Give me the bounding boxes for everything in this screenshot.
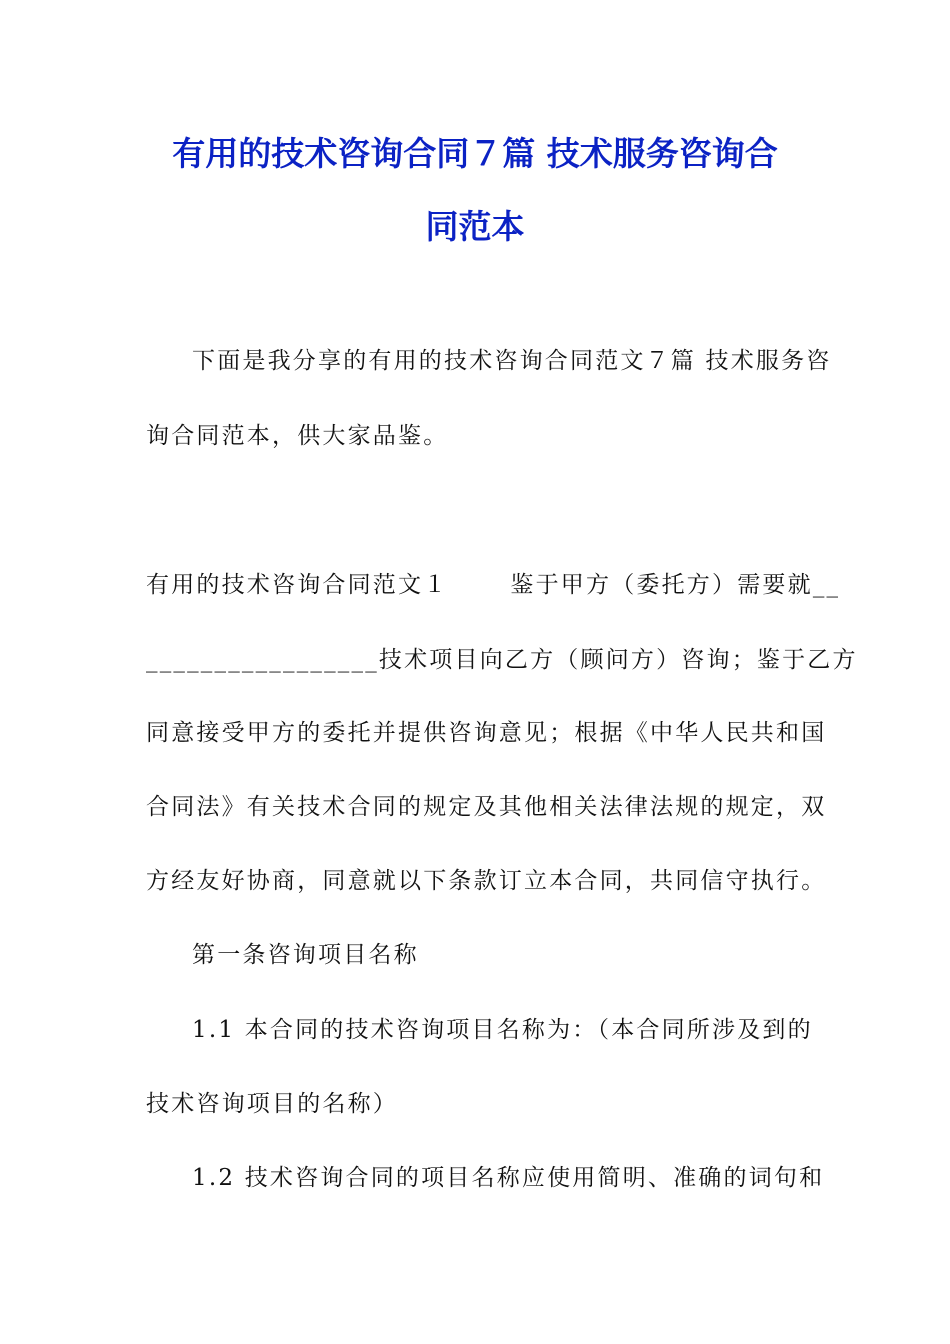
document-title-line-2: 同范本 [425, 207, 525, 246]
fill-blank-1: __ [812, 572, 841, 598]
paragraph-1-text: 技术项目向乙方（顾问方）咨询；鉴于乙方 [378, 647, 858, 673]
paragraph-1-line-3: 同意接受甲方的委托并提供咨询意见；根据《中华人民共和国 [146, 720, 827, 746]
section-heading: 有用的技术咨询合同范文１ [146, 572, 449, 598]
clause-1-1-line-2: 技术咨询项目的名称） [146, 1091, 398, 1117]
intro-line-1: 下面是我分享的有用的技术咨询合同范文７篇 技术服务咨 [192, 348, 832, 374]
intro-line-2: 询合同范本，供大家品鉴。 [146, 423, 449, 449]
paragraph-1-line-2 [146, 645, 858, 675]
article-1-heading: 第一条咨询项目名称 [192, 942, 419, 968]
paragraph-1-line-5: 方经友好协商，同意就以下条款订立本合同，共同信守执行。 [146, 868, 827, 894]
paragraph-1-line-1 [146, 570, 840, 600]
clause-1-2-line-1: 1.2 技术咨询合同的项目名称应使用简明、准确的词句和 [192, 1165, 825, 1191]
paragraph-1-line-4: 合同法》有关技术合同的规定及其他相关法律法规的规定，双 [146, 794, 827, 820]
clause-1-1-line-1: 1.1 本合同的技术咨询项目名称为：（本合同所涉及到的 [192, 1017, 813, 1043]
document-title-line-1: 有用的技术咨询合同７篇 技术服务咨询合 [172, 134, 778, 173]
fill-blank-2: _________________ [146, 647, 379, 673]
paragraph-1-text: 鉴于甲方（委托方）需要就 [510, 572, 813, 598]
